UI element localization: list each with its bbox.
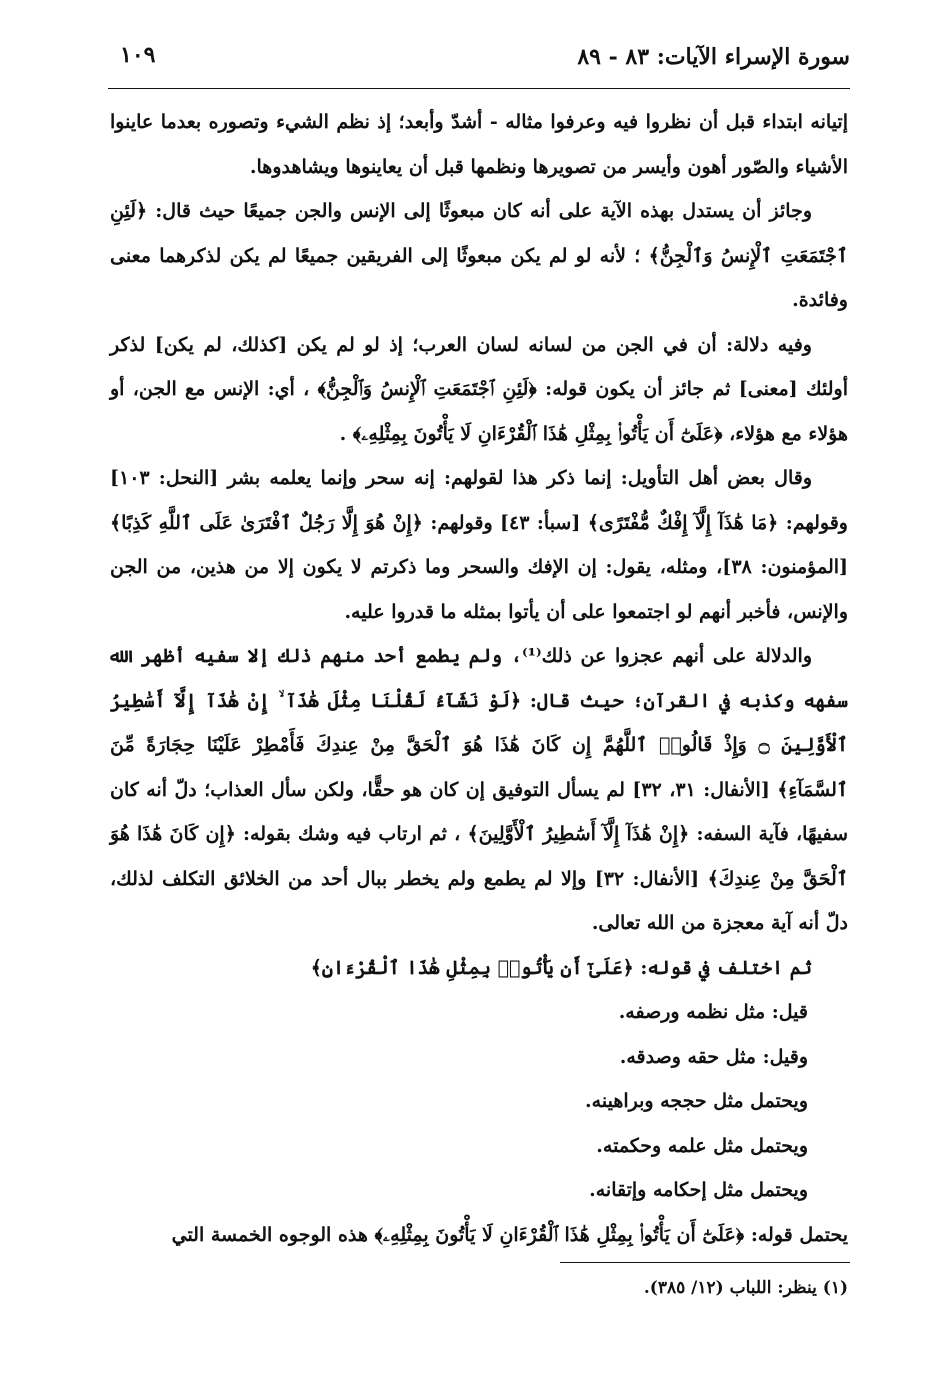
list-item: ويحتمل مثل حججه وبراهينه.: [585, 1090, 808, 1112]
paragraph: وجائز أن يستدل بهذه الآية على أنه كان مبعوثًا إلى الإنس والجن جميعًا حيث قال: ﴿لَئِنِ ٱجْتَمَعَتِ ٱلْإِنسُ وَٱلْجِنُّ﴾ ؛ لأنه لو لم يكن مبعوثًا إلى الفريقين جميعًا لم يكن لذكرهما معنى وفائدة.: [110, 200, 848, 311]
paragraph: والدلالة على أنهم عجزوا عن ذلك⁽¹⁾، ولم يطمع أحد منهم ذلك إلا سفيه أظهر الله سفهه وكذبه في القرآن؛ حيث قال: ﴿لَوْ نَشَآءُ لَقُلْنَا مِثْلَ هَٰذَآ ۙ إِنْ هَٰذَآ إِلَّآ أَسَٰطِيرُ ٱلْأَوَّلِينَ ۝ وَإِذْ قَالُوا۟ ٱللَّهُمَّ إِن كَانَ هَٰذَا هُوَ ٱلْحَقَّ مِنْ عِندِكَ فَأَمْطِرْ عَلَيْنَا حِجَارَةً مِّنَ ٱلسَّمَآءِ﴾ [الأنفال: ٣١، ٣٢] لم يسأل التوفيق إن كان هو حقًّا، ولكن سأل العذاب؛ دلّ أنه كان سفيهًا، فآية السفه: ﴿إِنْ هَٰذَآ إِلَّآ أَسَٰطِيرُ ٱلْأَوَّلِينَ﴾ ، ثم ارتاب فيه وشك بقوله: ﴿إِن كَانَ هَٰذَا هُوَ ٱلْحَقَّ مِنْ عِندِكَ﴾ [الأنفال: ٣٢] وإلا لم يطمع ولم يخطر ببال أحد من الخلائق التكلف لذلك، دلّ أنه آية معجزة من الله تعالى.: [110, 645, 848, 934]
paragraph: ثم اختلف في قوله: ﴿عَلَىٰٓ أَن يَأْتُوا۟ بِمِثْلِ هَٰذَا ٱلْقُرْءَانِ﴾: [310, 956, 812, 979]
list-item: وقيل: مثل حقه وصدقه.: [619, 1045, 808, 1068]
paragraph: يحتمل قوله: ﴿عَلَىٰٓ أَن يَأْتُوا۟ بِمِثْلِ هَٰذَا ٱلْقُرْءَانِ لَا يَأْتُونَ بِمِثْلِهِۦ﴾ هذه الوجوه الخمسة التي: [171, 1223, 848, 1246]
list-item: ويحتمل مثل علمه وحكمته.: [596, 1134, 808, 1157]
paragraph: إتيانه ابتداء قبل أن نظروا فيه وعرفوا مثاله - أشدّ وأبعد؛ إذ نظم الشيء وتصوره بعدما عاينوا الأشياء والصّور أهون وأيسر من تصويرها ونظمها قبل أن يعاينوها ويشاهدوها.: [110, 111, 848, 178]
list-item: ويحتمل مثل إحكامه وإتقانه.: [589, 1179, 808, 1201]
header-divider: [108, 88, 850, 89]
footnote: (١) ينظر: اللباب (١٢/ ٣٨٥).: [643, 1278, 848, 1298]
list-item: قيل: مثل نظمه ورصفه.: [618, 1001, 808, 1023]
main-text: [110, 100, 848, 1257]
running-title: سورة الإسراء الآيات: ٨٣ - ٨٩: [577, 44, 850, 70]
footnote-divider: [560, 1262, 850, 1263]
page-number: ١٠٩: [120, 42, 156, 68]
paragraph: وفيه دلالة: أن في الجن من لسانه لسان العرب؛ إذ لو لم يكن [كذلك، لم يكن] لذكر أولئك [معنى] ثم جائز أن يكون قوله: ﴿لَئِنِ ٱجْتَمَعَتِ ٱلْإِنسُ وَٱلْجِنُّ﴾ ، أي: الإنس مع الجن، أو هؤلاء مع هؤلاء، ﴿عَلَىٰٓ أَن يَأْتُوا۟ بِمِثْلِ هَٰذَا ٱلْقُرْءَانِ لَا يَأْتُونَ بِمِثْلِهِۦ﴾ .: [110, 333, 848, 445]
page-header: [108, 38, 850, 88]
paragraph: وقال بعض أهل التأويل: إنما ذكر هذا لقولهم: إنه سحر وإنما يعلمه بشر [النحل: ١٠٣] وقولهم: ﴿مَا هَٰذَآ إِلَّآ إِفْكٌ مُّفْتَرًى﴾ [سبأ: ٤٣] وقولهم: ﴿إِنْ هُوَ إِلَّا رَجُلٌ ٱفْتَرَىٰ عَلَى ٱللَّهِ كَذِبًا﴾ [المؤمنون: ٣٨]، ومثله، يقول: إن الإفك والسحر وما ذكرتم لا يكون إلا من هذين، من الجن والإنس، فأخبر أنهم لو اجتمعوا على أن يأتوا بمثله ما قدروا عليه.: [110, 467, 849, 623]
